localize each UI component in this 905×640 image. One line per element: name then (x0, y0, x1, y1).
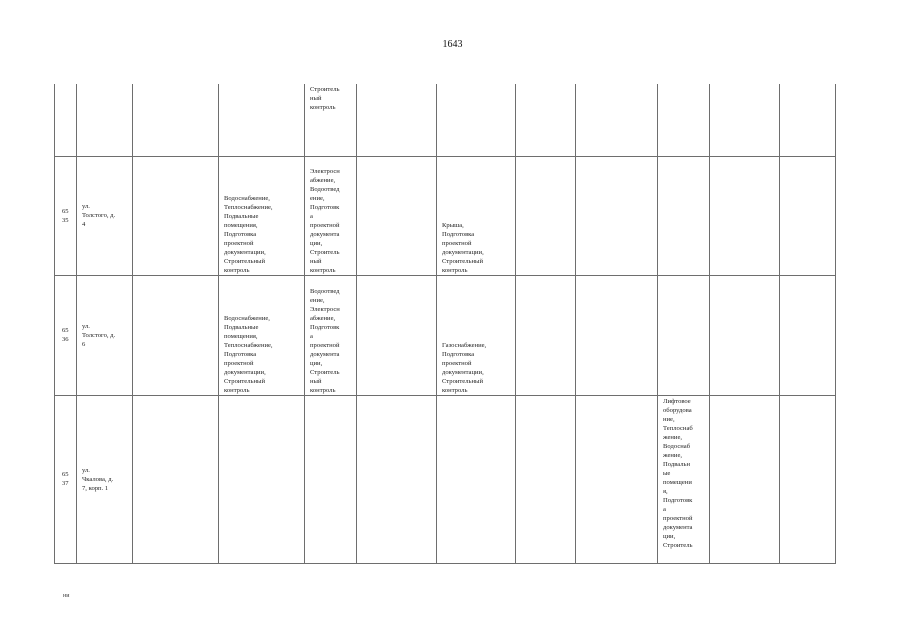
address-cell (77, 84, 133, 156)
table-cell: Строитель ный контроль (305, 84, 357, 156)
row-number-cell: 65 36 (55, 275, 77, 395)
address-cell: ул. Чкалова, д. 7, корп. 1 (77, 395, 133, 563)
table-cell (516, 156, 576, 275)
table-cell (780, 395, 836, 563)
table-cell (305, 395, 357, 563)
table-cell (357, 84, 437, 156)
table-cell (710, 275, 780, 395)
works-table (54, 84, 836, 564)
table-cell (576, 156, 658, 275)
table-cell (780, 156, 836, 275)
table-cell (710, 156, 780, 275)
table-cell (133, 275, 219, 395)
table-cell (219, 84, 305, 156)
table-cell (133, 84, 219, 156)
table-cell: Крыша, Подготовка проектной документации, Строительный контроль (437, 156, 516, 275)
page-number: 1643 (442, 39, 463, 50)
table-cell (133, 395, 219, 563)
table-cell: Водоснабжение, Теплоснабжение, Подвальные помещения, Подготовка проектной документации, Строительный контроль (219, 156, 305, 275)
table-row (55, 395, 836, 563)
table-cell: Газоснабжение, Подготовка проектной документации, Строительный контроль (437, 275, 516, 395)
table-cell (357, 156, 437, 275)
row-number-cell: 65 37 (55, 395, 77, 563)
table-cell: Водоснабжение, Подвальные помещения, Теплоснабжение, Подготовка проектной документации, Строительный контроль (219, 275, 305, 395)
table-cell: Лифтовое оборудова ние, Теплоснаб жение, Водоснаб жение, Подвальн ые помещени я, Подготовк а проектной документа ции, Строитель (658, 395, 710, 563)
table-cell (780, 275, 836, 395)
table-cell (576, 395, 658, 563)
table-cell (357, 395, 437, 563)
table-row (55, 275, 836, 395)
row-number-cell (55, 84, 77, 156)
table-cell (437, 84, 516, 156)
table-cell (437, 395, 516, 563)
table-cell (576, 275, 658, 395)
table-cell (516, 275, 576, 395)
table-cell (780, 84, 836, 156)
table-cell (710, 395, 780, 563)
address-cell: ул. Толстого, д. 4 (77, 156, 133, 275)
table-cell (658, 275, 710, 395)
table-cell (357, 275, 437, 395)
row-number-cell: 65 35 (55, 156, 77, 275)
table-cell (658, 156, 710, 275)
table-row (55, 84, 836, 156)
table-cell (219, 395, 305, 563)
table-cell: Водоотвед ение, Электросн абжение, Подготовк а проектной документа ции, Строитель ный контроль (305, 275, 357, 395)
table-cell (516, 395, 576, 563)
table-cell (133, 156, 219, 275)
table-cell: Электросн абжение, Водоотвед ение, Подготовк а проектной документа ции, Строитель ный контроль (305, 156, 357, 275)
page-footer-text: ни (63, 593, 70, 599)
table-cell (576, 84, 658, 156)
table-cell (710, 84, 780, 156)
address-cell: ул. Толстого, д. 6 (77, 275, 133, 395)
table-cell (516, 84, 576, 156)
table-cell (658, 84, 710, 156)
table-row (55, 156, 836, 275)
